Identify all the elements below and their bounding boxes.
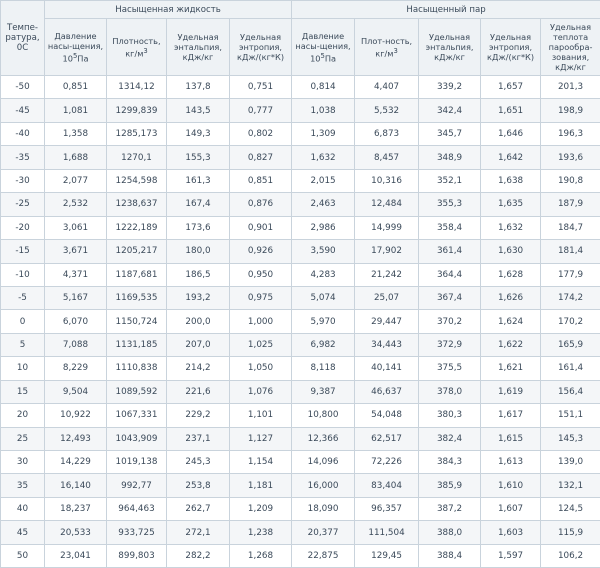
table-cell: 1,603 — [481, 521, 541, 544]
table-cell: 342,4 — [419, 99, 481, 122]
table-cell: 1089,592 — [107, 380, 167, 403]
table-cell: 18,237 — [45, 497, 107, 520]
table-cell: 1,615 — [481, 427, 541, 450]
table-cell: 5,970 — [292, 310, 355, 333]
table-row — [1, 122, 600, 145]
table-cell: 355,3 — [419, 193, 481, 216]
table-cell: 992,77 — [107, 474, 167, 497]
table-cell: 184,7 — [541, 216, 600, 239]
vapor-enthalpy-header: Удельная энтальпия, кДж/кг — [419, 19, 481, 76]
vapor-entropy-header: Удельная энтропия, кДж/(кг*К) — [481, 19, 541, 76]
table-cell: 272,1 — [167, 521, 230, 544]
table-cell: 1019,138 — [107, 451, 167, 474]
table-cell: 143,5 — [167, 99, 230, 122]
table-cell: 1,635 — [481, 193, 541, 216]
table-cell: 1,607 — [481, 497, 541, 520]
table-cell: 237,1 — [167, 427, 230, 450]
table-cell: 4,407 — [355, 76, 419, 99]
liquid-group-header: Насыщенная жидкость — [45, 1, 292, 19]
table-cell: 1299,839 — [107, 99, 167, 122]
temperature-header: Темпе- ратура, 0С — [1, 1, 45, 76]
vapor-pressure-header: Давление насы-щения, $10^5Па$ — [292, 19, 355, 76]
table-cell: 1,358 — [45, 122, 107, 145]
table-cell: 5,074 — [292, 286, 355, 309]
table-cell: 1,613 — [481, 451, 541, 474]
table-cell: 1131,185 — [107, 333, 167, 356]
table-cell: 1,038 — [292, 99, 355, 122]
table-cell: 229,2 — [167, 404, 230, 427]
temperature-cell: -10 — [1, 263, 45, 286]
temperature-cell: 25 — [1, 427, 45, 450]
table-cell: 1,651 — [481, 99, 541, 122]
table-row — [1, 263, 600, 286]
table-cell: 161,4 — [541, 357, 600, 380]
table-cell: 10,316 — [355, 169, 419, 192]
temperature-cell: 30 — [1, 451, 45, 474]
table-cell: 1,101 — [230, 404, 292, 427]
table-row — [1, 286, 600, 309]
table-cell: 361,4 — [419, 240, 481, 263]
table-cell: 0,901 — [230, 216, 292, 239]
table-cell: 382,4 — [419, 427, 481, 450]
table-cell: 1,624 — [481, 310, 541, 333]
table-cell: 12,484 — [355, 193, 419, 216]
table-cell: 17,902 — [355, 240, 419, 263]
table-row — [1, 169, 600, 192]
table-cell: 186,5 — [167, 263, 230, 286]
table-row — [1, 474, 600, 497]
table-row — [1, 404, 600, 427]
table-row — [1, 521, 600, 544]
table-cell: 388,0 — [419, 521, 481, 544]
table-cell: 22,875 — [292, 544, 355, 567]
table-cell: 1222,189 — [107, 216, 167, 239]
table-cell: 196,3 — [541, 122, 600, 145]
table-cell: 3,061 — [45, 216, 107, 239]
temperature-cell: 0 — [1, 310, 45, 333]
table-cell: 372,9 — [419, 333, 481, 356]
table-cell: 380,3 — [419, 404, 481, 427]
table-cell: 358,4 — [419, 216, 481, 239]
table-row — [1, 333, 600, 356]
table-cell: 145,3 — [541, 427, 600, 450]
temperature-cell: 10 — [1, 357, 45, 380]
table-cell: 2,532 — [45, 193, 107, 216]
temperature-cell: 15 — [1, 380, 45, 403]
table-cell: 124,5 — [541, 497, 600, 520]
table-cell: 23,041 — [45, 544, 107, 567]
table-cell: 1,621 — [481, 357, 541, 380]
table-cell: 1,597 — [481, 544, 541, 567]
temperature-cell: 40 — [1, 497, 45, 520]
table-cell: 1,642 — [481, 146, 541, 169]
table-cell: 0,975 — [230, 286, 292, 309]
table-cell: 115,9 — [541, 521, 600, 544]
table-cell: 10,800 — [292, 404, 355, 427]
table-cell: 1270,1 — [107, 146, 167, 169]
liquid-density-header: Плотность, $кг/м^3$ — [107, 19, 167, 76]
table-cell: 352,1 — [419, 169, 481, 192]
table-cell: 378,0 — [419, 380, 481, 403]
table-cell: 7,088 — [45, 333, 107, 356]
table-cell: 14,096 — [292, 451, 355, 474]
table-cell: 1,617 — [481, 404, 541, 427]
table-cell: 1169,535 — [107, 286, 167, 309]
table-cell: 161,3 — [167, 169, 230, 192]
table-cell: 106,2 — [541, 544, 600, 567]
vapor-density-header: Плот-ность, $кг/м^3$ — [355, 19, 419, 76]
table-cell: 139,0 — [541, 451, 600, 474]
table-cell: 282,2 — [167, 544, 230, 567]
table-cell: 364,4 — [419, 263, 481, 286]
table-cell: 16,140 — [45, 474, 107, 497]
table-cell: 0,751 — [230, 76, 292, 99]
table-cell: 12,493 — [45, 427, 107, 450]
table-cell: 198,9 — [541, 99, 600, 122]
table-cell: 96,357 — [355, 497, 419, 520]
table-cell: 156,4 — [541, 380, 600, 403]
table-cell: 0,926 — [230, 240, 292, 263]
table-cell: 72,226 — [355, 451, 419, 474]
table-cell: 1,050 — [230, 357, 292, 380]
table-cell: 181,4 — [541, 240, 600, 263]
temperature-cell: -50 — [1, 76, 45, 99]
vapor-group-header: Насыщенный пар — [292, 1, 600, 19]
table-cell: 132,1 — [541, 474, 600, 497]
table-cell: 1254,598 — [107, 169, 167, 192]
table-cell: 1285,173 — [107, 122, 167, 145]
table-cell: 384,3 — [419, 451, 481, 474]
table-cell: 10,922 — [45, 404, 107, 427]
table-cell: 245,3 — [167, 451, 230, 474]
table-cell: 8,457 — [355, 146, 419, 169]
table-row — [1, 76, 600, 99]
table-cell: 174,2 — [541, 286, 600, 309]
table-cell: 1,127 — [230, 427, 292, 450]
temperature-cell: 50 — [1, 544, 45, 567]
table-cell: 1,638 — [481, 169, 541, 192]
table-cell: 34,443 — [355, 333, 419, 356]
table-cell: 2,015 — [292, 169, 355, 192]
table-row — [1, 146, 600, 169]
table-cell: 0,876 — [230, 193, 292, 216]
temperature-cell: 5 — [1, 333, 45, 356]
table-cell: 1,646 — [481, 122, 541, 145]
table-cell: 388,4 — [419, 544, 481, 567]
table-row — [1, 99, 600, 122]
temperature-unit: 0С — [17, 43, 28, 53]
table-cell: 214,2 — [167, 357, 230, 380]
table-cell: 1,181 — [230, 474, 292, 497]
temperature-cell: -30 — [1, 169, 45, 192]
table-cell: 1,628 — [481, 263, 541, 286]
table-cell: 5,532 — [355, 99, 419, 122]
table-cell: 933,725 — [107, 521, 167, 544]
table-cell: 964,463 — [107, 497, 167, 520]
table-cell: 200,0 — [167, 310, 230, 333]
table-cell: 4,371 — [45, 263, 107, 286]
table-cell: 193,2 — [167, 286, 230, 309]
table-row — [1, 427, 600, 450]
table-cell: 165,9 — [541, 333, 600, 356]
table-cell: 173,6 — [167, 216, 230, 239]
table-cell: 1,688 — [45, 146, 107, 169]
table-cell: 1,622 — [481, 333, 541, 356]
temperature-cell: -15 — [1, 240, 45, 263]
table-cell: 8,118 — [292, 357, 355, 380]
table-row — [1, 451, 600, 474]
table-row — [1, 193, 600, 216]
table-cell: 16,000 — [292, 474, 355, 497]
table-cell: 221,6 — [167, 380, 230, 403]
table-row — [1, 380, 600, 403]
table-cell: 1,632 — [481, 216, 541, 239]
liquid-entropy-header: Удельная энтропия, кДж/(кг*К) — [230, 19, 292, 76]
table-cell: 9,504 — [45, 380, 107, 403]
liquid-pressure-header: Давление насы-щения, $10^5Па$ — [45, 19, 107, 76]
table-cell: 29,447 — [355, 310, 419, 333]
table-cell: 2,986 — [292, 216, 355, 239]
table-cell: 1,630 — [481, 240, 541, 263]
table-cell: 14,229 — [45, 451, 107, 474]
table-cell: 375,5 — [419, 357, 481, 380]
table-cell: 385,9 — [419, 474, 481, 497]
table-cell: 1,610 — [481, 474, 541, 497]
table-cell: 0,827 — [230, 146, 292, 169]
table-cell: 18,090 — [292, 497, 355, 520]
table-cell: 12,366 — [292, 427, 355, 450]
table-row — [1, 544, 600, 567]
table-cell: 170,2 — [541, 310, 600, 333]
temperature-cell: -45 — [1, 99, 45, 122]
temperature-cell: 45 — [1, 521, 45, 544]
table-cell: 5,167 — [45, 286, 107, 309]
table-cell: 155,3 — [167, 146, 230, 169]
table-cell: 0,814 — [292, 76, 355, 99]
table-cell: 367,4 — [419, 286, 481, 309]
table-cell: 207,0 — [167, 333, 230, 356]
table-cell: 262,7 — [167, 497, 230, 520]
table-cell: 1,632 — [292, 146, 355, 169]
table-cell: 20,377 — [292, 521, 355, 544]
table-row — [1, 497, 600, 520]
table-cell: 1,025 — [230, 333, 292, 356]
table-cell: 3,590 — [292, 240, 355, 263]
table-cell: 9,387 — [292, 380, 355, 403]
temperature-cell: -40 — [1, 122, 45, 145]
temperature-cell: 20 — [1, 404, 45, 427]
temperature-cell: -20 — [1, 216, 45, 239]
table-cell: 1,309 — [292, 122, 355, 145]
table-cell: 1,657 — [481, 76, 541, 99]
table-cell: 25,07 — [355, 286, 419, 309]
table-cell: 1043,909 — [107, 427, 167, 450]
table-cell: 0,851 — [230, 169, 292, 192]
table-cell: 167,4 — [167, 193, 230, 216]
table-cell: 62,517 — [355, 427, 419, 450]
liquid-enthalpy-header: Удельная энтальпия, кДж/кг — [167, 19, 230, 76]
table-cell: 111,504 — [355, 521, 419, 544]
table-cell: 1205,217 — [107, 240, 167, 263]
table-cell: 6,982 — [292, 333, 355, 356]
table-cell: 1,000 — [230, 310, 292, 333]
table-cell: 177,9 — [541, 263, 600, 286]
table-cell: 193,6 — [541, 146, 600, 169]
table-cell: 129,45 — [355, 544, 419, 567]
temperature-cell: -35 — [1, 146, 45, 169]
table-cell: 1150,724 — [107, 310, 167, 333]
table-cell: 339,2 — [419, 76, 481, 99]
table-cell: 180,0 — [167, 240, 230, 263]
table-cell: 1314,12 — [107, 76, 167, 99]
temperature-cell: -25 — [1, 193, 45, 216]
table-cell: 151,1 — [541, 404, 600, 427]
table-cell: 201,3 — [541, 76, 600, 99]
table-cell: 46,637 — [355, 380, 419, 403]
table-row — [1, 357, 600, 380]
table-cell: 0,802 — [230, 122, 292, 145]
table-cell: 137,8 — [167, 76, 230, 99]
table-cell: 6,070 — [45, 310, 107, 333]
table-row — [1, 216, 600, 239]
table-cell: 1,081 — [45, 99, 107, 122]
table-cell: 2,463 — [292, 193, 355, 216]
table-cell: 1238,637 — [107, 193, 167, 216]
table-cell: 190,8 — [541, 169, 600, 192]
table-cell: 1067,331 — [107, 404, 167, 427]
vaporization-heat-header: Удельная теплота парообра- зования, кДж/кг — [541, 19, 600, 76]
table-cell: 348,9 — [419, 146, 481, 169]
table-body — [1, 76, 600, 568]
table-cell: 3,671 — [45, 240, 107, 263]
table-cell: 1,626 — [481, 286, 541, 309]
table-cell: 21,242 — [355, 263, 419, 286]
table-cell: 1110,838 — [107, 357, 167, 380]
table-cell: 370,2 — [419, 310, 481, 333]
table-cell: 2,077 — [45, 169, 107, 192]
table-cell: 387,2 — [419, 497, 481, 520]
table-cell: 1,154 — [230, 451, 292, 474]
table-cell: 253,8 — [167, 474, 230, 497]
table-row — [1, 310, 600, 333]
table-cell: 899,803 — [107, 544, 167, 567]
table-cell: 149,3 — [167, 122, 230, 145]
table-cell: 1,209 — [230, 497, 292, 520]
table-cell: 1187,681 — [107, 263, 167, 286]
table-cell: 187,9 — [541, 193, 600, 216]
temperature-cell: -5 — [1, 286, 45, 309]
table-cell: 14,999 — [355, 216, 419, 239]
table-cell: 0,777 — [230, 99, 292, 122]
table-cell: 1,076 — [230, 380, 292, 403]
table-cell: 6,873 — [355, 122, 419, 145]
table-cell: 0,851 — [45, 76, 107, 99]
table-cell: 54,048 — [355, 404, 419, 427]
temperature-cell: 35 — [1, 474, 45, 497]
table-cell: 40,141 — [355, 357, 419, 380]
table-cell: 83,404 — [355, 474, 419, 497]
table-row — [1, 240, 600, 263]
table-cell: 4,283 — [292, 263, 355, 286]
table-cell: 1,268 — [230, 544, 292, 567]
table-cell: 8,229 — [45, 357, 107, 380]
table-cell: 20,533 — [45, 521, 107, 544]
table-cell: 0,950 — [230, 263, 292, 286]
table-cell: 345,7 — [419, 122, 481, 145]
table-cell: 1,238 — [230, 521, 292, 544]
table-cell: 1,619 — [481, 380, 541, 403]
